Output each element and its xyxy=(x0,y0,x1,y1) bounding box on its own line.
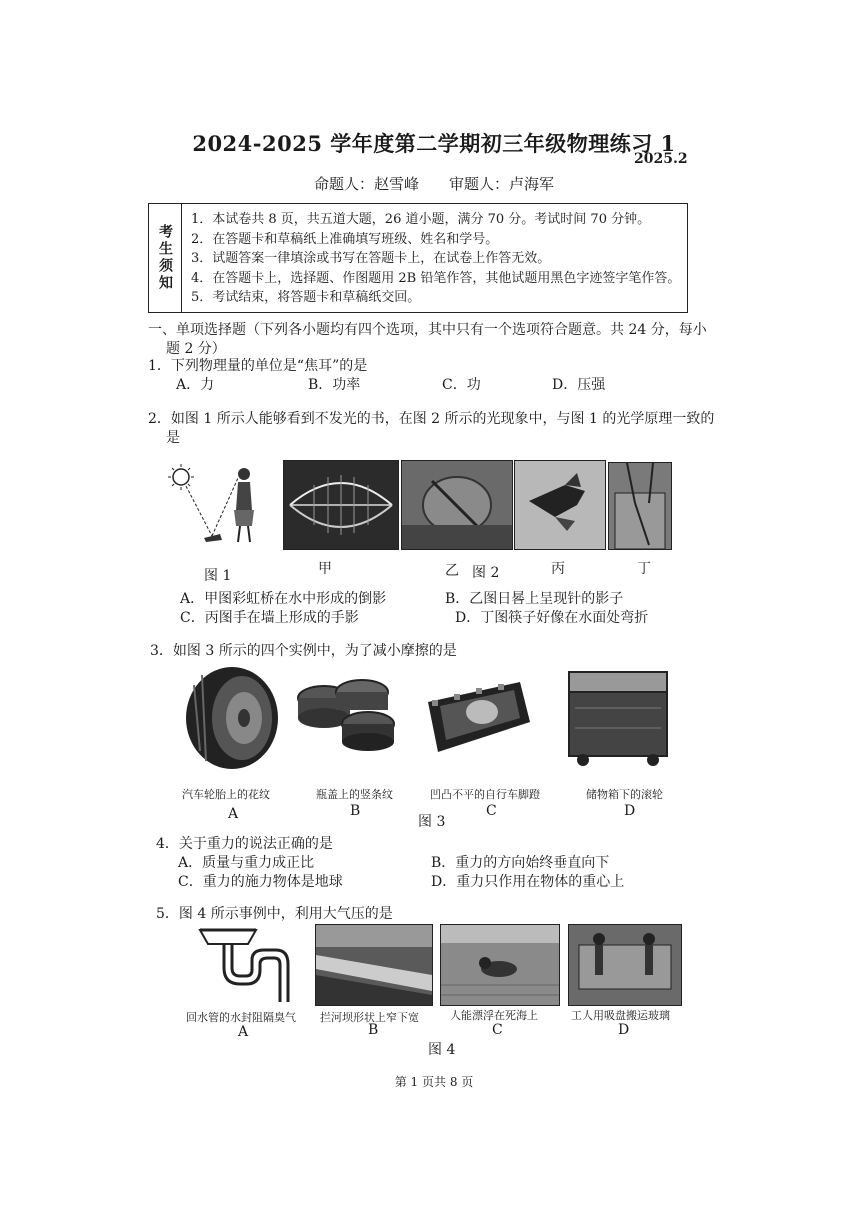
notice-box xyxy=(148,203,688,313)
q5-caption-c: 人能漂浮在死海上 xyxy=(450,1009,538,1022)
notice-label: 考生须知 xyxy=(157,224,173,292)
section-heading: 一、单项选择题（下列各小题均有四个选项，其中只有一个选项符合题意。共 24 分，每小 xyxy=(148,322,707,338)
notice-item: 5．考试结束，将答题卡和草稿纸交回。 xyxy=(191,290,421,305)
photo-tire xyxy=(180,665,280,771)
q4-option-a: A．质量与重力成正比 xyxy=(178,855,315,871)
q3-caption-a: 汽车轮胎上的花纹 xyxy=(182,788,270,801)
notice-item: 2．在答题卡和草稿纸上准确填写班级、姓名和学号。 xyxy=(191,231,499,247)
q4-stem: 4．关于重力的说法正确的是 xyxy=(156,836,333,852)
photo-label-jia: 甲 xyxy=(318,561,332,577)
photo-label-ding: 丁 xyxy=(637,561,651,577)
q3-letter-c: C xyxy=(486,803,497,819)
photo-storage-box xyxy=(565,668,671,768)
q5-letter-d: D xyxy=(618,1022,630,1038)
q5-letter-b: B xyxy=(368,1022,379,1038)
q4-option-c: C．重力的施力物体是地球 xyxy=(178,874,343,890)
drawing-sink-trap xyxy=(196,924,292,1004)
q2-option-c: C．丙图手在墙上形成的手影 xyxy=(180,610,359,626)
photo-dead-sea xyxy=(440,924,560,1006)
figure-3-label: 图 3 xyxy=(418,814,446,830)
q3-letter-d: D xyxy=(624,803,636,819)
q5-letter-c: C xyxy=(492,1022,503,1038)
q2-option-d: D．丁图筷子好像在水面处弯折 xyxy=(455,610,649,626)
q5-stem: 5．图 4 所示事例中，利用大气压的是 xyxy=(156,906,393,922)
q4-option-d: D．重力只作用在物体的重心上 xyxy=(431,874,625,890)
page-footer: 第 1 页共 8 页 xyxy=(394,1075,474,1089)
notice-item: 4．在答题卡上，选择题、作图题用 2B 铅笔作答，其他试题用黑色字迹签字笔作答。 xyxy=(191,270,681,286)
q4-option-b: B．重力的方向始终垂直向下 xyxy=(431,855,610,871)
q1-option-a: A．力 xyxy=(176,377,215,393)
photo-label-yi: 乙 xyxy=(445,563,459,579)
figure-1-label: 图 1 xyxy=(204,568,232,584)
figure-1-drawing xyxy=(160,460,270,550)
q2-stem-cont: 是 xyxy=(166,430,180,446)
photo-label-bing: 丙 xyxy=(551,561,565,577)
q3-letter-b: B xyxy=(350,803,361,819)
q2-option-b: B．乙图日晷上呈现针的影子 xyxy=(445,591,624,607)
figure-4-label: 图 4 xyxy=(428,1042,456,1058)
q3-caption-d: 储物箱下的滚轮 xyxy=(586,788,663,801)
photo-hand-shadow xyxy=(514,460,606,550)
q5-caption-d: 工人用吸盘搬运玻璃 xyxy=(571,1009,670,1022)
q1-option-d: D．压强 xyxy=(552,377,606,393)
photo-bottle-caps xyxy=(296,670,396,752)
notice-side-label xyxy=(149,204,182,312)
exam-date: 2025.2 xyxy=(634,151,688,167)
q2-stem: 2．如图 1 所示人能够看到不发光的书，在图 2 所示的光现象中，与图 1 的光学原理一致的 xyxy=(148,411,715,427)
q1-stem: 1．下列物理量的单位是“焦耳”的是 xyxy=(148,358,368,374)
q3-letter-a: A xyxy=(228,806,239,822)
q3-caption-b: 瓶盖上的竖条纹 xyxy=(316,788,393,801)
q1-option-c: C．功 xyxy=(442,377,481,393)
q5-letter-a: A xyxy=(238,1024,249,1040)
photo-suction-cup xyxy=(568,924,682,1006)
photo-sundial xyxy=(401,460,513,550)
photo-bike-pedal xyxy=(424,672,534,758)
notice-item: 1．本试卷共 8 页，共五道大题，26 道小题，满分 70 分。考试时间 70 分钟。 xyxy=(191,212,651,227)
page-title: 2024-2025 学年度第二学期初三年级物理练习 1 xyxy=(192,131,676,156)
figure-2-label: 图 2 xyxy=(472,565,500,581)
photo-chopsticks xyxy=(608,462,672,550)
photo-dam xyxy=(315,924,433,1006)
photo-rainbow-bridge xyxy=(283,460,399,550)
q3-stem: 3．如图 3 所示的四个实例中，为了减小摩擦的是 xyxy=(150,643,457,659)
exam-authors: 命题人：赵雪峰 审题人：卢海军 xyxy=(313,175,554,193)
notice-list xyxy=(191,210,681,308)
q5-caption-b: 拦河坝形状上窄下宽 xyxy=(320,1011,419,1024)
q2-option-a: A．甲图彩虹桥在水中形成的倒影 xyxy=(180,591,387,607)
section-heading-cont: 题 2 分） xyxy=(166,341,226,357)
notice-item: 3．试题答案一律填涂或书写在答题卡上，在试卷上作答无效。 xyxy=(191,251,551,266)
q3-caption-c: 凹凸不平的自行车脚蹬 xyxy=(430,788,540,801)
q5-caption-a: 回水管的水封阻隔臭气 xyxy=(186,1011,296,1024)
q1-option-b: B．功率 xyxy=(308,377,361,393)
